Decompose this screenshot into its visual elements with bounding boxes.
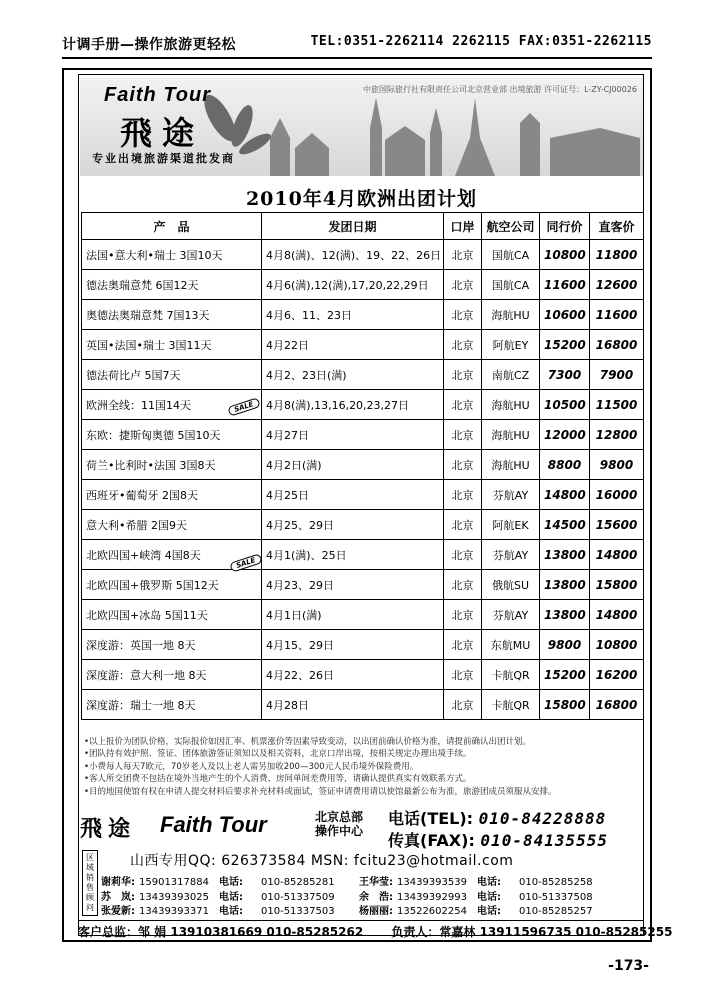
staff-field: 王华莹: [359,877,393,888]
cell-trade-price: 15200 [540,660,590,690]
fax-number: 010-84135555 [480,831,609,850]
cell-departure: 4月8(满)、12(满)、19、22、26日 [262,240,444,270]
cell-port: 北京 [444,630,482,660]
cell-retail-price: 15600 [590,510,644,540]
cell-retail-price: 12600 [590,270,644,300]
table-header-row [82,213,644,240]
page-number: -173- [608,958,649,974]
table-row [82,690,644,720]
staff-field: 010-85285258 [519,877,593,888]
cell-trade-price: 13800 [540,600,590,630]
cell-departure: 4月15、29日 [262,630,444,660]
banner [80,78,643,176]
cell-trade-price: 10500 [540,390,590,420]
sales-consultant-label: 区域销售顾问 [82,850,98,916]
staff-field: 电话: [219,877,243,888]
headquarters-label [315,810,363,838]
cell-departure: 4月1(满)、25日 [262,540,444,570]
col-header-product: 产 品 [82,213,262,240]
cell-retail-price: 14800 [590,540,644,570]
cell-trade-price: 13800 [540,570,590,600]
notes [84,736,644,798]
cell-port: 北京 [444,240,482,270]
cell-trade-price: 7300 [540,360,590,390]
header-slogan: 计调手册—操作旅游更轻松 [62,37,236,53]
tour-schedule-table [81,212,644,720]
cell-port: 北京 [444,660,482,690]
staff-field: 010-51337509 [261,891,335,903]
staff-field: 电话: [219,906,243,917]
cell-product: 英国•法国•瑞士 3国11天 [82,330,262,360]
banner-license: 中旅国际旅行社有限责任公司北京营业部 出境旅游 许可证号：L-ZY-CJ00026 [363,85,637,94]
cell-departure: 4月2日(满) [262,450,444,480]
cell-product: 北欧四国+俄罗斯 5国12天 [82,570,262,600]
staff-field: 电话: [477,877,501,888]
cell-airline: 东航MU [482,630,540,660]
cell-departure: 4月2、23日(满) [262,360,444,390]
cell-trade-price: 8800 [540,450,590,480]
table-row [82,270,644,300]
table-row [82,600,644,630]
col-header-retail-price: 直客价 [590,213,644,240]
cell-port: 北京 [444,270,482,300]
table-row [82,360,644,390]
cell-airline: 芬航AY [482,600,540,630]
cell-retail-price: 16200 [590,660,644,690]
page-title: 2010年4月欧洲出团计划 [245,188,478,210]
cell-port: 北京 [444,390,482,420]
cell-retail-price: 11800 [590,240,644,270]
cell-product: 欧洲全线：11国14天 [82,390,262,420]
cell-port: 北京 [444,540,482,570]
cell-trade-price: 15800 [540,690,590,720]
cell-port: 北京 [444,300,482,330]
staff-field: 电话: [219,891,243,903]
table-row [82,420,644,450]
cell-retail-price: 15800 [590,570,644,600]
cell-product: 北欧四国+冰岛 5国11天 [82,600,262,630]
cell-trade-price: 13800 [540,540,590,570]
staff-list [101,876,617,920]
staff-field: 13439393371 [139,906,209,917]
cell-trade-price: 10800 [540,240,590,270]
table-row [82,450,644,480]
cell-airline: 芬航AY [482,540,540,570]
cell-departure: 4月28日 [262,690,444,720]
cell-product: 法国•意大利•瑞士 3国10天 [82,240,262,270]
cell-airline: 国航CA [482,240,540,270]
cell-departure: 4月8(满),13,16,20,23,27日 [262,390,444,420]
cell-retail-price: 11600 [590,300,644,330]
table-row [82,570,644,600]
cell-airline: 海航HU [482,420,540,450]
cell-trade-price: 10600 [540,300,590,330]
staff-field: 13439393025 [139,891,209,903]
cell-product: 深度游：瑞士一地 8天 [82,690,262,720]
fax-label: 传真(FAX): [388,831,475,850]
cell-port: 北京 [444,600,482,630]
cell-port: 北京 [444,420,482,450]
manager-left: 客户总监：邹 娟 13910381669 010-85285262 [78,925,364,939]
cell-product: 德法荷比卢 5国7天 [82,360,262,390]
cell-airline: 海航HU [482,300,540,330]
cell-retail-price: 14800 [590,600,644,630]
cell-trade-price: 12000 [540,420,590,450]
table-row [82,660,644,690]
cell-departure: 4月6、11、23日 [262,300,444,330]
cell-retail-price: 9800 [590,450,644,480]
manager-line [78,920,673,940]
staff-field: 13522602254 [397,906,467,917]
cell-port: 北京 [444,570,482,600]
cell-airline: 卡航QR [482,660,540,690]
table-row [82,330,644,360]
cell-product: 深度游：英国一地 8天 [82,630,262,660]
cell-airline: 阿航EY [482,330,540,360]
cell-retail-price: 11500 [590,390,644,420]
cell-port: 北京 [444,480,482,510]
note-line: •目的地国使馆有权在申请人提交材料后要求补充材料或面试，签证申请费用请以使馆最新公布为准，旅游团成员须服从安排。 [84,786,557,797]
staff-field: 谢莉华: [101,877,135,888]
phone-block [388,808,608,852]
cell-airline: 国航CA [482,270,540,300]
col-header-port: 口岸 [444,213,482,240]
table-row [82,510,644,540]
header-rule [62,57,652,59]
page-header [62,34,652,54]
cell-airline: 阿航EK [482,510,540,540]
qq-msn-line: 山西专用QQ: 626373584 MSN: fcitu23@hotmail.com [130,853,514,869]
cell-departure: 4月6(满),12(满),17,20,22,29日 [262,270,444,300]
tel-label: 电话(TEL): [388,809,474,828]
cell-retail-price: 16000 [590,480,644,510]
table-row [82,390,644,420]
staff-field: 15901317884 [139,877,209,888]
staff-field: 杨丽丽: [359,906,393,917]
staff-row [101,876,617,891]
staff-field: 010-85285257 [519,906,593,917]
cell-trade-price: 14800 [540,480,590,510]
cell-port: 北京 [444,450,482,480]
note-line: •以上报价为团队价格，实际报价如因汇率、机票涨价等因素导致变动，以出团前确认价格为准，请提前确认出团计划。 [84,737,532,747]
cell-airline: 卡航QR [482,690,540,720]
cell-retail-price: 16800 [590,690,644,720]
cell-departure: 4月27日 [262,420,444,450]
cell-product: 西班牙•葡萄牙 2国8天 [82,480,262,510]
staff-field: 010-51337508 [519,891,593,903]
table-row [82,540,644,570]
cell-product: 奥德法奥瑞意梵 7国13天 [82,300,262,330]
col-header-departure: 发团日期 [262,213,444,240]
manager-right: 负责人：常嘉林 13911596735 010-85285255 [391,925,673,939]
cell-product: 荷兰•比利时•法国 3国8天 [82,450,262,480]
staff-row [101,891,617,906]
table-row [82,480,644,510]
cell-departure: 4月22、26日 [262,660,444,690]
cell-port: 北京 [444,690,482,720]
note-line: •小费每人每天7欧元，70岁老人及以上老人需另加收200—300元人民币境外保险费用。 [84,761,419,772]
staff-field: 010-85285281 [261,877,335,888]
cell-trade-price: 15200 [540,330,590,360]
staff-field: 010-51337503 [261,906,335,917]
staff-field: 13439392993 [397,891,467,903]
hq-line-2: 操作中心 [315,824,364,838]
header-contact: TEL:0351-2262114 2262115 FAX:0351-2262115 [310,34,652,49]
cell-port: 北京 [444,360,482,390]
col-header-trade-price: 同行价 [540,213,590,240]
sale-badge: SALE [229,553,262,572]
tel-number: 010-84228888 [478,809,607,828]
staff-field: 余 浩: [359,891,393,903]
cell-product: 深度游：意大利一地 8天 [82,660,262,690]
contact-brand-en: Faith Tour [160,812,267,837]
cell-departure: 4月23、29日 [262,570,444,600]
banner-brand-cn: 飛途 [120,114,205,152]
cell-airline: 南航CZ [482,360,540,390]
staff-row [101,905,617,920]
cell-retail-price: 10800 [590,630,644,660]
col-header-airline: 航空公司 [482,213,540,240]
staff-field: 苏 岚: [101,891,135,903]
note-line: •团队持有效护照、签证、团体旅游签证须知以及相关资料，北京口岸出境，按相关规定办理出境手续。 [84,749,472,760]
cell-product: 东欧：捷斯匈奥德 5国10天 [82,420,262,450]
cell-departure: 4月22日 [262,330,444,360]
staff-field: 13439393539 [397,877,467,888]
cell-departure: 4月25日 [262,480,444,510]
cell-product: 北欧四国+峡湾 4国8天 [82,540,262,570]
staff-field: 张爱新: [101,906,135,917]
cell-airline: 芬航AY [482,480,540,510]
contact-brand-cn: 飛途 [80,816,137,842]
staff-field: 电话: [477,891,501,903]
cell-product: 意大利•希腊 2国9天 [82,510,262,540]
staff-field: 电话: [477,906,501,917]
hq-line-1: 北京总部 [315,810,364,824]
cell-retail-price: 16800 [590,330,644,360]
table-row [82,240,644,270]
cell-departure: 4月1日(满) [262,600,444,630]
cell-trade-price: 14500 [540,510,590,540]
cell-port: 北京 [444,510,482,540]
cell-airline: 俄航SU [482,570,540,600]
cell-trade-price: 11600 [540,270,590,300]
banner-slogan: 专业出境旅游渠道批发商 [92,152,235,165]
banner-brand-en: Faith Tour [104,84,212,106]
sale-badge: SALE [227,397,260,416]
cell-product: 德法奥瑞意梵 6国12天 [82,270,262,300]
cell-retail-price: 7900 [590,360,644,390]
cell-retail-price: 12800 [590,420,644,450]
cell-departure: 4月25、29日 [262,510,444,540]
note-line: •客人所交团费不包括在境外当地产生的个人消费、房间单间差费用等，请确认提供真实有效联系方式。 [84,774,472,785]
cell-airline: 海航HU [482,450,540,480]
table-row [82,300,644,330]
table-row [82,630,644,660]
cell-port: 北京 [444,330,482,360]
cell-trade-price: 9800 [540,630,590,660]
cell-airline: 海航HU [482,390,540,420]
